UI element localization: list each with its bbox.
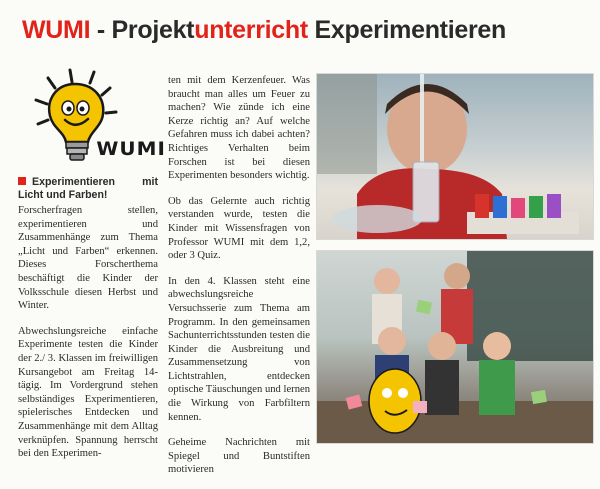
section-heading-text: Experimentieren mit Licht und Farben! xyxy=(18,176,158,201)
paragraph: Forscherfragen stellen, experimentieren und Zusammenhänge zum Thema „Licht und Farben“ erkennen. Dieses Forscherthema beschäftigt die Kinder der Volksschule diesen Herbst und Winter. xyxy=(18,205,158,312)
red-square-bullet-icon xyxy=(18,177,26,185)
section-heading xyxy=(18,176,158,202)
column-middle xyxy=(168,74,310,489)
paragraph: ten mit dem Kerzenfeuer. Was braucht man alles um Feuer zu machen? Wie zünde ich eine Kerze richtig an? Auf welche Gefahren muss ich dabei achten? Richtiges Verhalten beim Forschen ist bei diesen Experimenten besonders wichtig. xyxy=(168,75,310,182)
headline-unterricht: unterricht xyxy=(194,16,308,44)
paragraph: Geheime Nachrichten mit Spiegel und Buntstiften motivieren xyxy=(168,437,310,476)
photo-group-children xyxy=(316,250,594,444)
headline-projekt: - Projekt xyxy=(90,16,195,44)
headline xyxy=(22,16,590,45)
paragraph: Ob das Gelernte auch richtig verstanden wurde, testen die Kinder mit Wissensfragen von Professor WUMI mit dem 1,2, oder 3 Quiz. xyxy=(168,195,310,262)
column-left xyxy=(18,176,158,473)
paragraph: In den 4. Klassen steht eine abwechslungsreiche Versuchsserie zum Thema am Programm. In den gemeinsamen Sachunterrichtsstunden testen die Kinder die Ausbreitung und Zusammensetzung von Lichtstrahlen, entdecken optische Täuschungen und lernen die Wirkung von Farbfiltern kennen. xyxy=(168,275,310,423)
headline-experimentieren: Experimentieren xyxy=(307,16,506,44)
paragraph: Abwechslungsreiche einfache Experimente testen die Kinder der 2./ 3. Klassen im freiwilligen Kursangebot am Freitag 14-tägig. Im Vordergrund stehen selbständiges Experimentieren, spielerisches Entdecken und Zusammenhänge mit dem Alltag verknüpfen. Spannung herrscht bei den Experimen- xyxy=(18,325,158,460)
logo-wordmark: WUMI xyxy=(96,138,167,160)
headline-wumi: WUMI xyxy=(22,16,91,44)
photo-boy-experiment xyxy=(316,73,594,240)
wumi-logo xyxy=(28,62,168,172)
